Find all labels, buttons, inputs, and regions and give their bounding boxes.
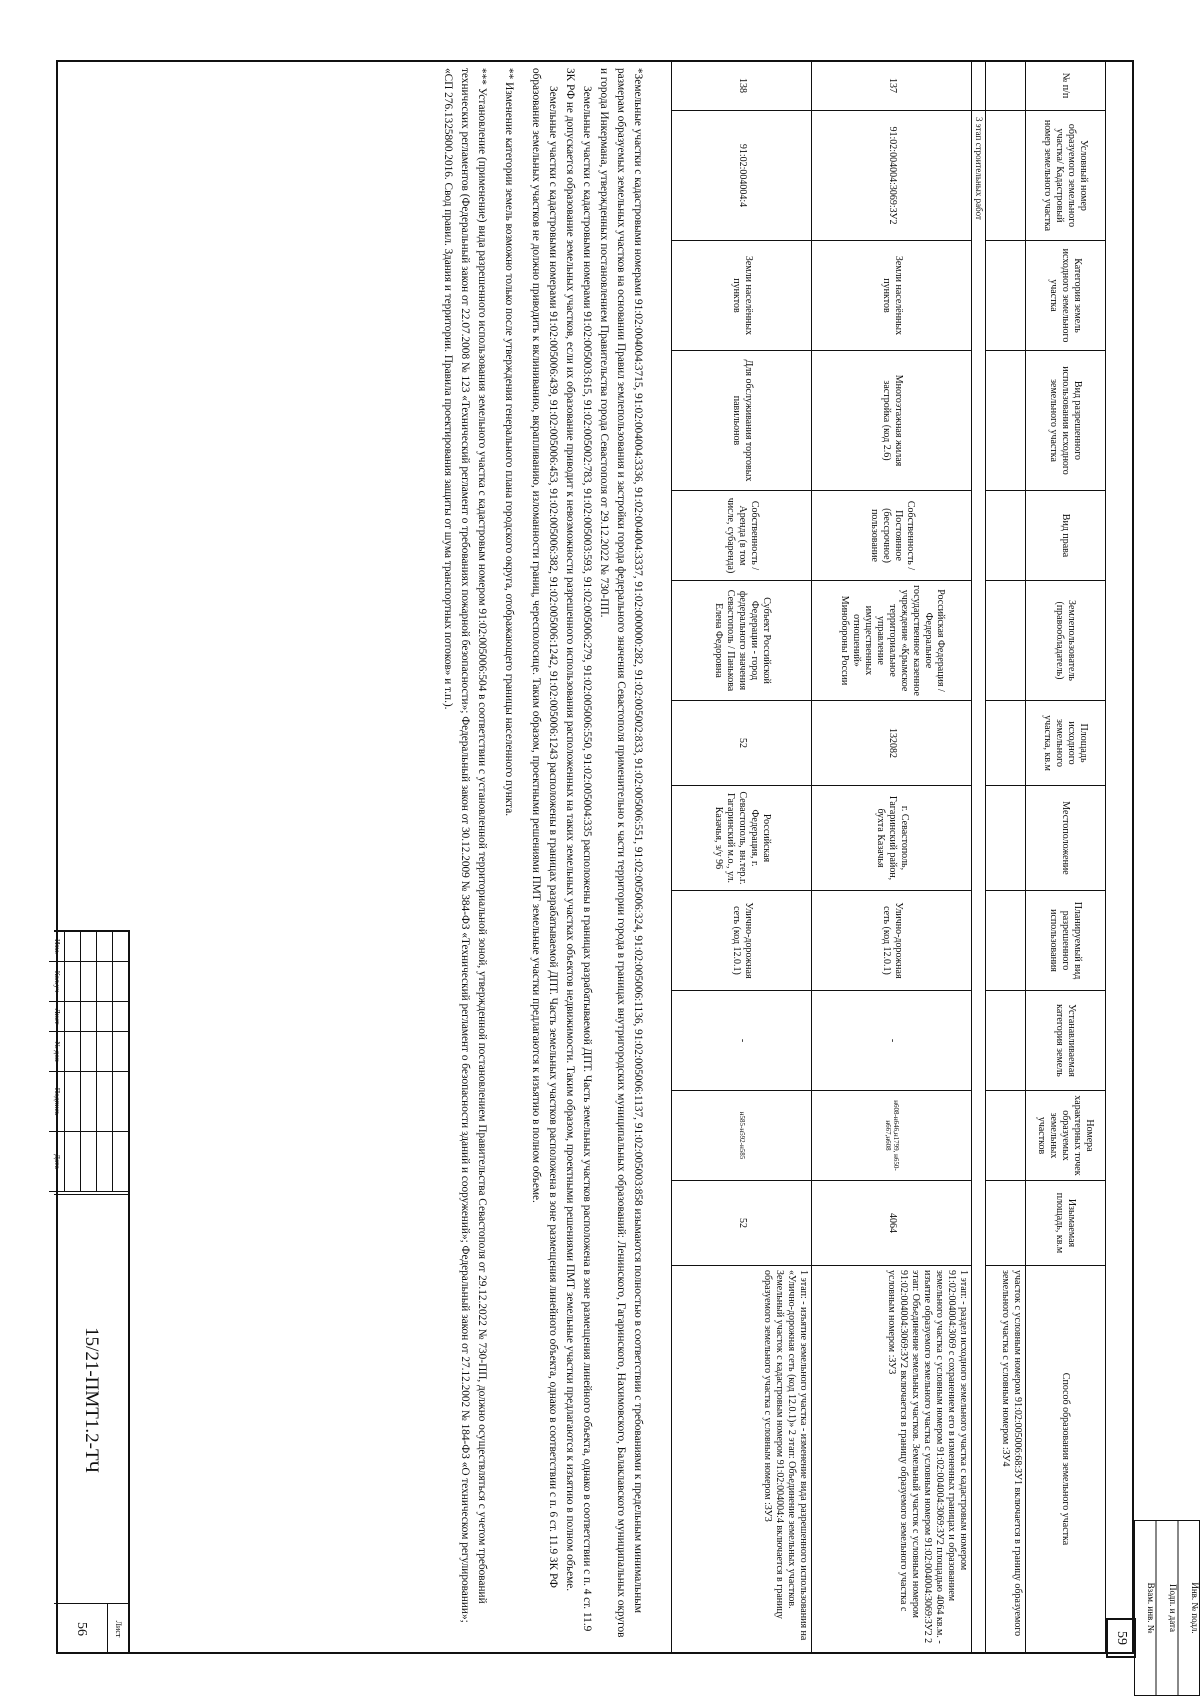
header-cell: Номера характерных точек образуемых земельных участков [1026,1091,1106,1181]
tb-label: Подпись [49,1072,64,1132]
row-category: Земли населённых пунктов [812,241,972,351]
margin-label: Подп. и дата [1168,1583,1178,1633]
row-id: 91:02:004004:4 [672,111,812,241]
continuation-method: участок с условным номером 91:02:005006:68:ЗУ1 включается в границу образуемого земельного участка с условным номером :ЗУ4 [986,1266,1026,1653]
row-right: Собственность / Аренда (в том числе, субаренда) [672,491,812,581]
row-use: Для обслуживания торговых павильонов [672,351,812,491]
row-points: н585-н592-н585 [672,1091,812,1181]
stage-label: 3 этап строительных работ [972,111,986,1653]
header-cell: Устанавливаемая категория земель [1026,991,1106,1091]
tb-label: Лист [49,1002,64,1032]
row-new-category: - [672,991,812,1091]
tb-label: Кол.уч [49,962,64,1002]
row-id: 91:02:004004:3069:ЗУ2 [812,111,972,241]
row-seized: 4064 [812,1181,972,1266]
header-cell: Землепользователь (правообладатель) [1026,581,1106,701]
row-points: н608-н646,н1799, н650-н667,н608 [812,1091,972,1181]
row-category: Земли населённых пунктов [672,241,812,351]
title-block [54,930,130,1654]
row-area: 52 [672,701,812,786]
table-row-continuation [986,61,1026,1653]
row-use: Многоэтажная жилая застройка (код 2.6) [812,351,972,491]
note-text: Земельные участки с кадастровыми номерами 91:02:005006:439, 91:02:005006:453, 91:02:005006:382, 91:02:005006:1242, 91:02:005006:1243 расположены в границах разрабатываемой ДПТ. Часть земельных участков расположена в зоне размещения линейного объекта, однако в соответствии с п. 6 ст. 11.9 ЗК РФ образование земельных участков не должно приводить к вклиниванию, вкрапливанию, изломанности границ, чересполосице. Таким образом, проектными решениями ПМТ земельные участки предлагаются к изъятию в полном объеме. [530,68,559,1588]
stage-row [972,61,986,1653]
header-cell: Категория земель исходного земельного участка [1026,241,1106,351]
row-planned-use: Улично-дорожная сеть (код 12.0.1) [812,891,972,991]
revision-grid [54,932,128,1192]
tb-label: № док [49,1032,64,1072]
footnotes [439,68,646,1638]
row-location: г. Севастополь, Гагаринский район, бухта Казачья [812,786,972,891]
header-cell: Вид права [1026,491,1106,581]
note-text: ** Изменение категории земель возможно только после утверждения генерального плана городского округа, отображающего границы населенного пункта. [503,68,515,817]
note-text: Земельные участки с кадастровыми номерами 91:02:005003:615, 91:02:005002:783, 91:02:005003:593, 91:02:005006:279, 91:02:005006:550, 91:02:005004:335 расположены в границах разрабатываемой ДПТ. Часть земельных участков расположена в зоне размещения линейного объекта, однако в соответствии с п. 4 ст. 11.9 ЗК РФ не допускается образование земельных участков, если их образование приводит к невозможности разрешенного использования расположенных на таких земельных участках объектов недвижимости. Таким образом, проектными решениями ПМТ земельные участки предлагаются к изъятию в полном объеме. [564,68,593,1632]
sheet-number: 56 [74,1622,89,1636]
row-owner: Российская Федерация / Федеральное государственное казенное учреждение «Крымское территориальное управление имущественных отношений» Минобороны России [812,581,972,701]
tb-label: Дата [49,1132,64,1192]
margin-label: Взам. инв. № [1146,1582,1156,1634]
row-method: 1 этап: - раздел исходного земельного участка с кадастровым номером 91:02:004004:3069 с сохранением его в измененных границах и образованием земельного участка с условным номером 91:02:004004:3069:ЗУ2 площадью 4064 кв.м. - изъятие образуемого земельного участка с условным номером 91:02:004004:3069:ЗУ2 2 этап: Объединение земельных участков. Земельный участок с условным номером 91:02:004004:3069:ЗУ2 включается в границу образуемого земельного участка с условным номером :ЗУ3 [812,1266,972,1653]
table-row [672,61,812,1653]
header-cell: № п/п [1026,61,1106,111]
row-location: Российская Федерация, г. Севастополь, вн.тер.г. Гагаринский м.о., ул. Казачья, з/у 96 [672,786,812,891]
row-new-category: - [812,991,972,1091]
note-text: *Земельные участки с кадастровыми номерами 91:02:004004:3715, 91:02:004004:3336, 91:02:004004:3337, 91:02:000000:282, 91:02:005002:833, 91:02:005006:551, 91:02:005006:324, 91:02:005006:1136, 91:02:005006:1137, 91:02:005003:858 изымаются полностью в соответствии с требованиями к предельным минимальным размерам образуемых земельных участков на основании Правил землепользования и застройки города федерального значения Севастополя применительно к части территории города в границах внутригородских муниципальных образований: Ленинского, Гагаринского, Нахимовского, Балаклавского муниципальных округов и города Инкермана, утвержденных постановлением Правительства города Севастополя от 29.12.2022 № 730-ПП. [598,68,644,1638]
row-method: 1 этап: - изъятие земельного участка - изменение вида разрешенного использования на «Улично-дорожная сеть (код 12.0.1)» 2 этап: Объединение земельных участков. Земельный участок с кадастровым номером 91:02:004004:4 включается в границу образуемого земельного участка с условным номером :ЗУ3 [672,1266,812,1653]
row-right: Собственность / Постоянное (бессрочное) пользование [812,491,972,581]
margin-label: Инв. № подл. [1190,1582,1200,1634]
header-cell: Изымаемая площадь, кв.м [1026,1181,1106,1266]
row-num: 137 [812,61,972,111]
header-cell: Местоположение [1026,786,1106,891]
row-seized: 52 [672,1181,812,1266]
header-cell: Способ образования земельного участка [1026,1266,1106,1653]
note-text: *** Установление (применение) вида разрешенного использования земельного участка с кадастровым номером 91:02:005006:504 в соответствии с установленной территориальной зоной, утвержденной постановлением Правительства Севастополя от 29.12.2022 № 730-ПП, должно осуществляться с учетом требований технических регламентов (Федеральный закон от 22.07.2008 № 123 «Технический регламент о требованиях пожарной безопасности»; Федеральный закон от 30.12.2009 № 384-ФЗ «Технический регламент о безопасности зданий и сооружений»; Федеральный закон от 27.12.2002 № 184-ФЗ «О техническом регулировании»; «СП 276.1325800.2016. Свод правил. Здания и территории. Правила проектирования защиты от шума транспортных потоков» и т.п.). [442,68,488,1623]
row-owner: Субъект Российской Федерации - город федерального значения Севастополь / Панькова Елена Федоровна [672,581,812,701]
page-number-top: 59 [1106,1618,1136,1658]
sheet-label: Лист [107,1604,128,1654]
header-cell: Планируемый вид разрешенного использования [1026,891,1106,991]
table-row [812,61,972,1653]
margin-stamp [1134,1520,1200,1696]
row-planned-use: Улично-дорожная сеть (код 12.0.1) [672,891,812,991]
land-plots-table [671,60,1106,1653]
tb-label: Изм. [49,932,64,962]
header-cell: Условный номер образуемого земельного участка/ Кадастровый номер земельного участка [1026,111,1106,241]
header-cell: Площадь исходного земельного участка, кв.м [1026,701,1106,786]
row-area: 132082 [812,701,972,786]
sheet-number-box [54,1603,128,1654]
row-num: 138 [672,61,812,111]
header-cell: Вид разрешенного использования исходного земельного участка [1026,351,1106,491]
table-header-row [1026,61,1106,1653]
document-sheet [54,60,1134,1656]
document-code: 15/21-ПМТ1.2-ТЧ [54,1194,128,1605]
